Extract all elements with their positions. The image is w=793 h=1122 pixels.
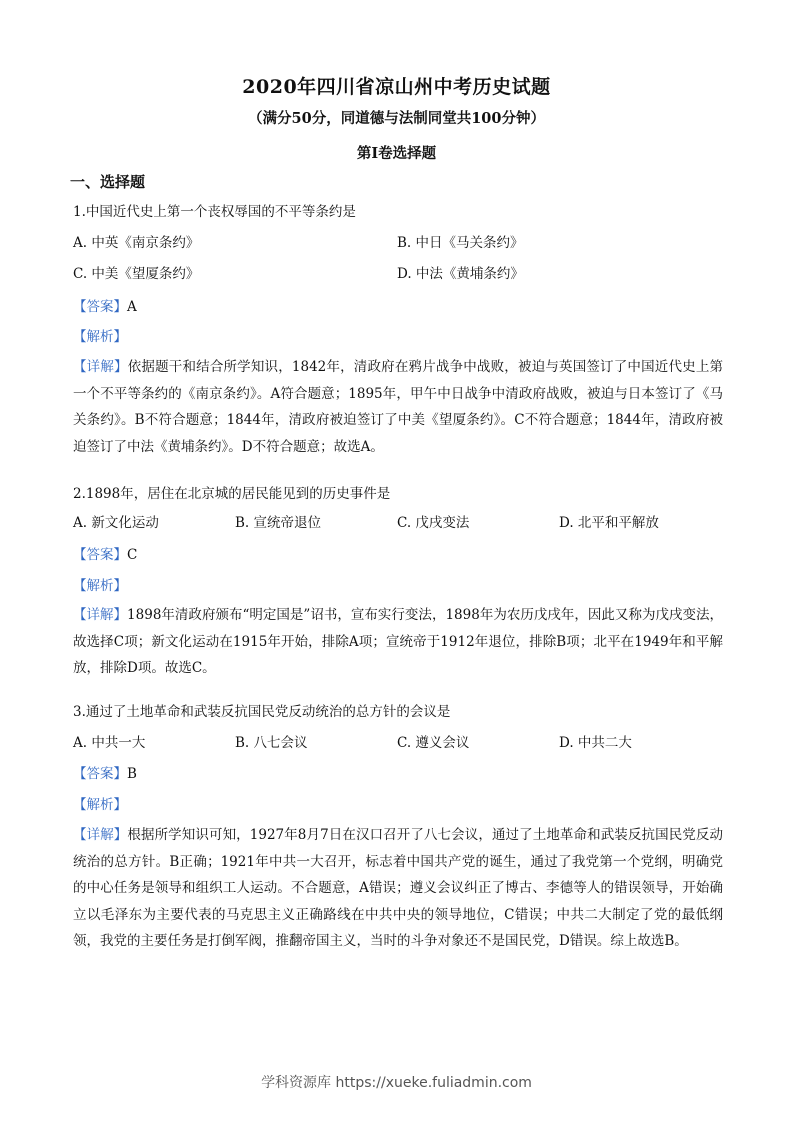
question-1-stem: 1.中国近代史上第一个丧权辱国的不平等条约是	[73, 204, 356, 220]
answer-value: B	[127, 766, 137, 782]
question-3-option-c: C. 遵义会议	[397, 735, 470, 751]
question-3-detail	[73, 822, 723, 955]
question-1-detail	[73, 354, 723, 460]
question-1-option-d: D. 中法《黄埔条约》	[397, 266, 524, 282]
answer-tag: 【答案】	[73, 766, 127, 782]
question-3-option-d: D. 中共二大	[559, 735, 632, 751]
analysis-tag: 【解析】	[73, 329, 127, 345]
detail-text: 依据题干和结合所学知识，1842年，清政府在鸦片战争中战败，被迫与英国签订了中国近代史上第一个不平等条约的《南京条约》。A符合题意；1895年，甲午中日战争中清政府战败，被迫与日本签订了《马关条约》。B不符合题意；1844年，清政府被迫签订了中美《望厦条约》。C不符合题意；1844年，清政府被迫签订了中法《黄埔条约》。D不符合题意；故选A。	[73, 359, 724, 455]
question-2-detail	[73, 602, 723, 682]
page-title: 2020年四川省凉山州中考历史试题	[242, 76, 551, 98]
footer-watermark: 学科资源库 https://xueke.fuliadmin.com	[261, 1075, 532, 1091]
analysis-tag: 【解析】	[73, 578, 127, 594]
detail-tag: 【详解】	[73, 607, 128, 623]
question-2-stem: 2.1898年，居住在北京城的居民能见到的历史事件是	[73, 486, 391, 502]
question-2-analysis-tag	[73, 577, 127, 595]
question-1-option-c: C. 中美《望厦条约》	[73, 266, 200, 282]
question-3-option-b: B. 八七会议	[235, 735, 308, 751]
detail-tag: 【详解】	[73, 827, 128, 843]
answer-tag: 【答案】	[73, 547, 127, 563]
answer-value: C	[127, 547, 138, 563]
question-1-option-b: B. 中日《马关条约》	[397, 235, 524, 251]
detail-tag: 【详解】	[73, 359, 128, 375]
detail-text: 根据所学知识可知，1927年8月7日在汉口召开了八七会议，通过了土地革命和武装反抗国民党反动统治的总方针。B正确；1921年中共一大召开，标志着中国共产党的诞生，通过了我党第一个党纲，明确党的中心任务是领导和组织工人运动。不合题意，A错误；遵义会议纠正了博古、李德等人的错误领导，开始确立以毛泽东为主要代表的马克思主义正确路线在中共中央的领导地位，C错误；中共二大制定了党的最低纲领，我党的主要任务是打倒军阀，推翻帝国主义，当时的斗争对象还不是国民党，D错误。综上故选B。	[73, 827, 723, 949]
question-3-answer	[73, 765, 137, 783]
question-2-option-b: B. 宣统帝退位	[235, 515, 322, 531]
answer-value: A	[127, 299, 137, 315]
analysis-tag: 【解析】	[73, 797, 127, 813]
page-subtitle: （满分50分，同道德与法制同堂共100分钟）	[248, 110, 545, 127]
section-title: 第Ⅰ卷选择题	[356, 145, 437, 162]
question-1-option-a: A. 中英《南京条约》	[73, 235, 200, 251]
question-1-answer	[73, 298, 137, 316]
question-2-option-a: A. 新文化运动	[73, 515, 159, 531]
question-3-analysis-tag	[73, 796, 127, 814]
answer-tag: 【答案】	[73, 299, 127, 315]
question-3-option-a: A. 中共一大	[73, 735, 146, 751]
question-2-answer	[73, 546, 137, 564]
question-2-option-d: D. 北平和平解放	[559, 515, 659, 531]
question-2-option-c: C. 戊戌变法	[397, 515, 470, 531]
question-1-analysis-tag	[73, 328, 127, 346]
part-heading: 一、选择题	[70, 173, 146, 191]
detail-text: 1898年清政府颁布“明定国是”诏书，宣布实行变法，1898年为农历戊戌年，因此又称为戊戌变法，故选择C项；新文化运动在1915年开始，排除A项；宣统帝于1912年退位，排除B项；北平在1949年和平解放，排除D项。故选C。	[73, 607, 724, 676]
question-3-stem: 3.通过了土地革命和武装反抗国民党反动统治的总方针的会议是	[73, 704, 451, 720]
